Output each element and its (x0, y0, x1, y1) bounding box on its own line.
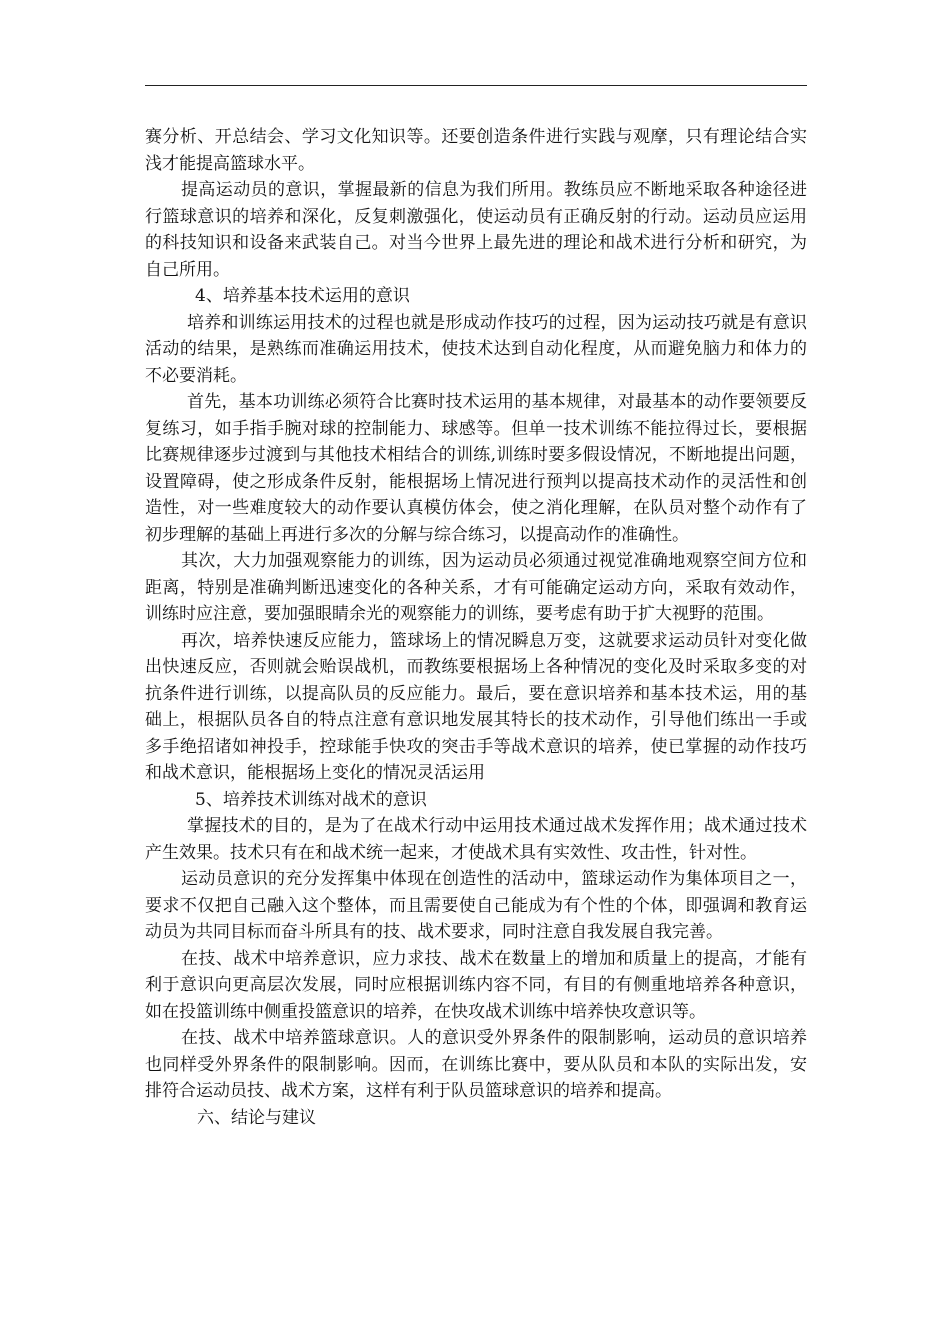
document-body (145, 124, 807, 1131)
paragraph-technique-tactics: 掌握技术的目的，是为了在战术行动中运用技术通过战术发挥作用；战术通过技术产生效果。技术只有在和战术统一起来，才使战术具有实效性、攻击性，针对性。 (145, 816, 807, 863)
header-rule (145, 85, 807, 86)
paragraph-second-observation: 其次，大力加强观察能力的训练，因为运动员必须通过视觉准确地观察空间方位和距离，特别是准确判断迅速变化的各种关系，才有可能确定运动方向，采取有效动作，训练时应注意，要加强眼睛余光的观察能力的训练，要考虑有助于扩大视野的范围。 (145, 551, 807, 624)
section-heading-conclusion: 六、结论与建议 (197, 1107, 316, 1128)
paragraph-first-basic-skills: 首先，基本功训练必须符合比赛时技术运用的基本规律，对最基本的动作要领要反复练习，如手指手腕对球的控制能力、球感等。但单一技术训练不能拉得过长，要根据比赛规律逐步过渡到与其他技术相结合的训练,训练时要多假设情况，不断地提出问题，设置障碍，使之形成条件反射，能根据场上情况进行预判以提高技术动作的灵活性和创造性，对一些难度较大的动作要认真模仿体会，使之消化理解，在队员对整个动作有了初步理解的基础上再进行多次的分解与综合练习，以提高动作的准确性。 (145, 392, 807, 545)
paragraph-continuation: 赛分析、开总结会、学习文化知识等。还要创造条件进行实践与观摩，只有理论结合实浅才能提高篮球水平。 (145, 127, 807, 174)
section-heading-5: 5、培养技术训练对战术的意识 (195, 789, 427, 810)
paragraph-basketball-awareness: 在技、战术中培养篮球意识。人的意识受外界条件的限制影响，运动员的意识培养也同样受外界条件的限制影响。因而，在训练比赛中，要从队员和本队的实际出发，安排符合运动员技、战术方案，这样有利于队员篮球意识的培养和提高。 (145, 1028, 807, 1101)
section-heading-4: 4、培养基本技术运用的意识 (195, 286, 410, 306)
paragraph-cultivate-awareness: 在技、战术中培养意识，应力求技、战术在数量上的增加和质量上的提高，才能有利于意识向更高层次发展，同时应根据训练内容不同，有目的有侧重地培养各种意识，如在投篮训练中侧重投篮意识的培养，在快攻战术训练中培养快攻意识等。 (145, 948, 807, 1022)
paragraph-improve-awareness: 提高运动员的意识，掌握最新的信息为我们所用。教练员应不断地采取各种途径进行篮球意识的培养和深化，反复刺激强化，使运动员有正确反射的行动。运动员应运用的科技知识和设备来武装自己。对当今世界上最先进的理论和战术进行分析和研究，为自己所用。 (145, 180, 807, 280)
paragraph-third-reaction: 再次，培养快速反应能力，篮球场上的情况瞬息万变，这就要求运动员针对变化做出快速反应，否则就会贻误战机，而教练要根据场上各种情况的变化及时采取多变的对抗条件进行训练，以提高队员的反应能力。最后，要在意识培养和基本技术运，用的基础上，根据队员各自的特点注意有意识地发展其特长的技术动作，引导他们练出一手或多手绝招诸如神投手，控球能手快攻的突击手等战术意识的培养，使已掌握的动作技巧和战术意识，能根据场上变化的情况灵活运用 (145, 630, 807, 783)
paragraph-athlete-awareness: 运动员意识的充分发挥集中体现在创造性的活动中，篮球运动作为集体项目之一，要求不仅把自己融入这个整体，而且需要使自己能成为有个性的个体，即强调和教育运动员为共同目标而奋斗所具有的技、战术要求，同时注意自我发展自我完善。 (145, 869, 807, 942)
paragraph-technique-training: 培养和训练运用技术的过程也就是形成动作技巧的过程，因为运动技巧就是有意识活动的结果，是熟练而准确运用技术，使技术达到自动化程度，从而避免脑力和体力的不必要消耗。 (145, 312, 807, 386)
